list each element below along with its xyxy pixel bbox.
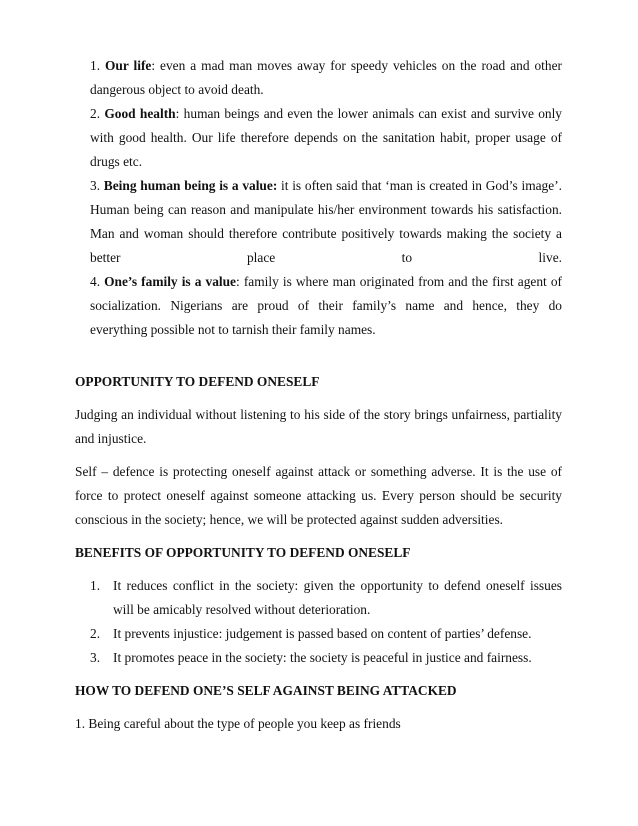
value-item-2-separator: :	[175, 106, 180, 121]
value-item-1-number: 1.	[90, 58, 105, 73]
benefit-number: 3.	[90, 650, 101, 665]
value-item-2-term: Good health	[104, 106, 176, 121]
benefit-line: It reduces conflict in the society: given the opportunity to defend oneself issues	[113, 578, 562, 593]
section-heading: HOW TO DEFEND ONE’S SELF AGAINST BEING ATTACKED	[75, 683, 457, 698]
value-item-2-line: with good health. Our life therefore depends on the sanitation habit, proper usage of	[90, 130, 562, 145]
paragraph-line: conscious in the society; hence, we will be protected against sudden adversities.	[75, 512, 504, 527]
paragraph-line: force to protect oneself against someone attacking us. Every person should be security	[75, 488, 562, 503]
paragraph-line: and injustice.	[75, 431, 147, 446]
value-item-3-line: better place to live.	[90, 250, 562, 265]
benefit-number: 1.	[90, 578, 101, 593]
benefit-number: 2.	[90, 626, 101, 641]
value-item-3-term: Being human being is a value:	[103, 178, 278, 193]
section-heading: BENEFITS OF OPPORTUNITY TO DEFEND ONESELF	[75, 545, 411, 560]
value-item-1-line: dangerous object to avoid death.	[90, 82, 264, 97]
value-item-1-term: Our life	[105, 58, 152, 73]
value-item-4-text: family is where man originated from and the first agent of	[239, 274, 562, 289]
benefit-line: will be amicably resolved without deterioration.	[113, 602, 371, 617]
value-item-4-line: everything possible not to tarnish their family names.	[90, 322, 376, 337]
value-item-3-number: 3.	[90, 178, 104, 193]
benefit-line: It prevents injustice: judgement is passed based on content of parties’ defense.	[113, 626, 532, 641]
value-item-4-term: One’s family is a value	[104, 274, 236, 289]
value-item-1-text: even a mad man moves away for speedy vehicles on the road and other	[155, 58, 562, 73]
value-item-3-line: Man and woman should therefore contribute positively towards making the society a	[90, 226, 562, 241]
value-item-3-text: it is often said that ‘man is created in God’s image’.	[277, 178, 563, 193]
paragraph-line: 1. Being careful about the type of people you keep as friends	[75, 716, 401, 731]
value-item-3-line: Human being can reason and manipulate his/her environment towards his satisfaction.	[90, 202, 562, 217]
value-item-4-line: socialization. Nigerians are proud of their family’s name and hence, they do	[90, 298, 562, 313]
benefit-line: It promotes peace in the society: the society is peaceful in justice and fairness.	[113, 650, 532, 665]
value-item-3-first-line	[90, 178, 562, 194]
value-item-4-first-line	[90, 274, 562, 290]
value-item-2-text: human beings and even the lower animals can exist and survive only	[179, 106, 562, 121]
paragraph-line: Judging an individual without listening to his side of the story brings unfairness, partiality	[75, 407, 562, 422]
value-item-2-number: 2.	[90, 106, 105, 121]
value-item-2-first-line	[90, 106, 562, 122]
section-heading: OPPORTUNITY TO DEFEND ONESELF	[75, 374, 320, 389]
value-item-1-separator: :	[151, 58, 156, 73]
value-item-4-number: 4.	[90, 274, 105, 289]
value-item-4-separator: :	[236, 274, 240, 289]
value-item-1-first-line	[90, 58, 562, 74]
value-item-2-line: drugs etc.	[90, 154, 143, 169]
paragraph-line: Self – defence is protecting oneself against attack or something adverse. It is the use of	[75, 464, 562, 479]
